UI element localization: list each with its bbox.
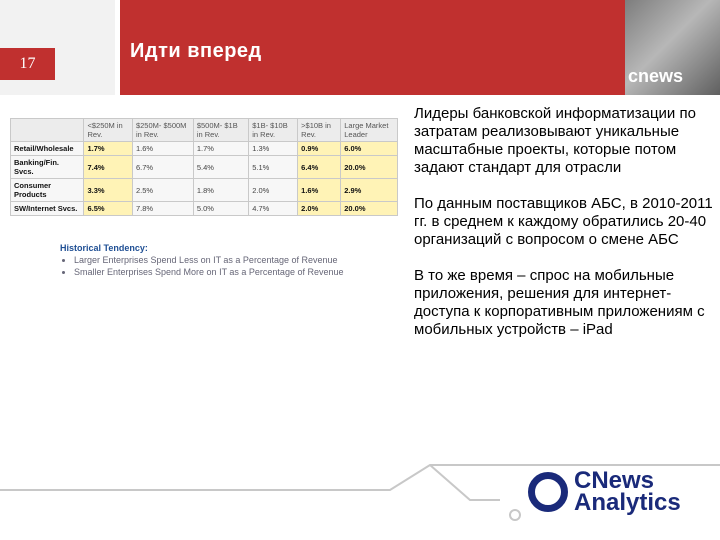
table-cell: 7.8% (132, 202, 193, 216)
table-cell: 2.0% (249, 179, 298, 202)
table-header-cell: >$10B in Rev. (298, 119, 341, 142)
table-cell: 4.7% (249, 202, 298, 216)
row-label: SW/Internet Svcs. (11, 202, 84, 216)
circuit-line (430, 465, 500, 500)
text-column (414, 105, 714, 357)
cnews-logo: cnews (628, 66, 684, 86)
paragraph: По данным поставщиков АБС, в 2010-2011 гг. в среднем к каждому обратились 20-40 организаций с вопросом о смене АБС (414, 195, 713, 248)
table-cell: 20.0% (341, 202, 398, 216)
slide-number: 17 (0, 48, 55, 80)
row-label: Consumer Products (11, 179, 84, 202)
table-header-row (11, 119, 398, 142)
cnews-analytics-logo (528, 467, 698, 522)
table-cell: 0.9% (298, 142, 341, 156)
table-cell: 2.9% (341, 179, 398, 202)
table-cell: 7.4% (84, 156, 132, 179)
table-cell: 5.1% (249, 156, 298, 179)
logo-circle-icon (528, 472, 568, 512)
table-cell: 3.3% (84, 179, 132, 202)
logo-line-2: Analytics (574, 489, 681, 516)
table-row (11, 156, 398, 179)
paragraph: В то же время – спрос на мобильные приложения, решения для интернет-доступа к корпоративным приложениям с мобильных устройств – iPad (414, 267, 705, 338)
table-cell: 2.5% (132, 179, 193, 202)
table-cell: 5.0% (193, 202, 248, 216)
paragraph: Лидеры банковской информатизации по затратам реализовывают уникальные масштабные проекты, которые потом задают стандарт для отрасли (414, 105, 696, 176)
table-cell: 6.5% (84, 202, 132, 216)
historical-item: • Larger Enterprises Spend Less on IT as a Percentage of Revenue (74, 255, 390, 265)
table-cell: 1.6% (132, 142, 193, 156)
table-cell: 20.0% (341, 156, 398, 179)
circuit-node (510, 510, 520, 520)
table-cell: 6.7% (132, 156, 193, 179)
table-cell: 1.7% (193, 142, 248, 156)
historical-item: • Smaller Enterprises Spend More on IT as a Percentage of Revenue (74, 267, 390, 277)
row-label: Banking/Fin. Svcs. (11, 156, 84, 179)
logo-line-1: CNews (574, 467, 655, 494)
table-cell: 1.7% (84, 142, 132, 156)
table-header-cell (11, 119, 84, 142)
table-header-cell: Large Market Leader (341, 119, 398, 142)
table-cell: 2.0% (298, 202, 341, 216)
historical-list (60, 255, 390, 277)
table-header-cell: $1B- $10B in Rev. (249, 119, 298, 142)
table-cell: 1.8% (193, 179, 248, 202)
table-cell: 6.4% (298, 156, 341, 179)
table-header-cell: $250M- $500M in Rev. (132, 119, 193, 142)
header-bar (0, 0, 720, 95)
historical-tendency-box (60, 243, 390, 279)
table-row (11, 142, 398, 156)
table-cell: 1.6% (298, 179, 341, 202)
table-cell: 6.0% (341, 142, 398, 156)
slide-title: Идти вперед (130, 40, 262, 62)
table-header-cell: <$250M in Rev. (84, 119, 132, 142)
row-label: Retail/Wholesale (11, 142, 84, 156)
table-cell: 1.3% (249, 142, 298, 156)
table-cell: 5.4% (193, 156, 248, 179)
table-header-cell: $500M- $1B in Rev. (193, 119, 248, 142)
historical-title: Historical Tendency: (60, 243, 148, 253)
table-row (11, 179, 398, 202)
it-spending-table (10, 118, 398, 233)
table-row (11, 202, 398, 216)
logo-text (574, 467, 681, 516)
